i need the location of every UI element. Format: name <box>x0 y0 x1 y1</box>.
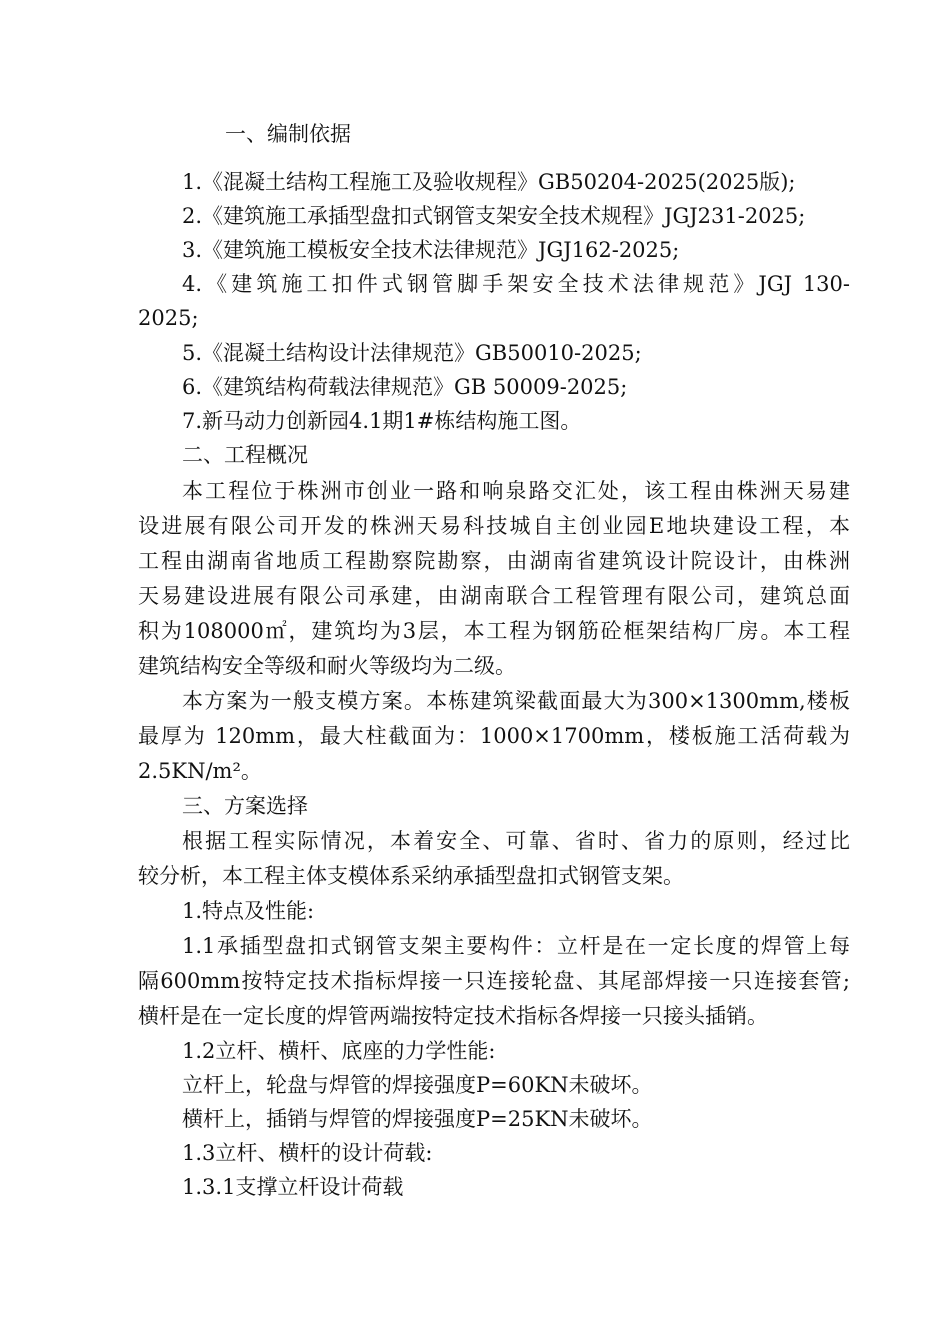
overview-para2-line3: 2.5KN/m²。 <box>138 759 262 783</box>
section-heading-overview: 二、工程概况 <box>182 443 308 467</box>
selection-sub12-line2: 横杆上，插销与焊管的焊接强度P=25KN未破坏。 <box>182 1107 653 1131</box>
selection-sub131: 1.3.1支撑立杆设计荷载 <box>182 1175 404 1199</box>
section-heading-basis: 一、编制依据 <box>225 122 351 146</box>
basis-item-1: 1.《混凝土结构工程施工及验收规程》GB50204-2025(2025版); <box>182 170 796 194</box>
overview-para2-line2: 最厚为 120mm，最大柱截面为：1000×1700mm，楼板施工活荷载为 <box>138 724 850 748</box>
basis-item-3: 3.《建筑施工模板安全技术法律规范》JGJ162-2025; <box>182 238 680 262</box>
overview-para1-line2: 设进展有限公司开发的株洲天易科技城自主创业园E地块建设工程，本 <box>138 514 850 538</box>
overview-para1-line6: 建筑结构安全等级和耐火等级均为二级。 <box>138 654 516 678</box>
basis-item-4: 4.《建筑施工扣件式钢管脚手架安全技术法律规范》JGJ 130- <box>182 272 850 296</box>
overview-para1-line5: 积为108000㎡，建筑均为3层，本工程为钢筋砼框架结构厂房。本工程 <box>138 619 850 643</box>
basis-item-2: 2.《建筑施工承插型盘扣式钢管支架安全技术规程》JGJ231-2025; <box>182 204 806 228</box>
basis-item-5: 5.《混凝土结构设计法律规范》GB50010-2025; <box>182 341 642 365</box>
overview-para1-line4: 天易建设进展有限公司承建，由湖南联合工程管理有限公司，建筑总面 <box>138 584 850 608</box>
selection-sub11-line1: 1.1承插型盘扣式钢管支架主要构件：立杆是在一定长度的焊管上每 <box>182 934 850 958</box>
selection-para1-line1: 根据工程实际情况，本着安全、可靠、省时、省力的原则，经过比 <box>182 829 850 853</box>
selection-para1-line2: 较分析，本工程主体支模体系采纳承插型盘扣式钢管支架。 <box>138 864 684 888</box>
selection-sub11-line3: 横杆是在一定长度的焊管两端按特定技术指标各焊接一只接头插销。 <box>138 1004 768 1028</box>
selection-sub1: 1.特点及性能: <box>182 899 315 923</box>
selection-sub11-line2: 隔600mm按特定技术指标焊接一只连接轮盘、其尾部焊接一只连接套管; <box>138 969 850 993</box>
overview-para2-line1: 本方案为一般支模方案。本栋建筑梁截面最大为300×1300mm,楼板 <box>182 689 850 713</box>
basis-item-4-cont: 2025; <box>138 306 199 330</box>
basis-item-6: 6.《建筑结构荷载法律规范》GB 50009-2025; <box>182 375 628 399</box>
overview-para1-line1: 本工程位于株洲市创业一路和响泉路交汇处，该工程由株洲天易建 <box>182 479 850 503</box>
section-heading-selection: 三、方案选择 <box>182 794 308 818</box>
selection-sub12: 1.2立杆、横杆、底座的力学性能: <box>182 1039 496 1063</box>
overview-para1-line3: 工程由湖南省地质工程勘察院勘察，由湖南省建筑设计院设计，由株洲 <box>138 549 850 573</box>
selection-sub12-line1: 立杆上，轮盘与焊管的焊接强度P=60KN未破坏。 <box>182 1073 653 1097</box>
selection-sub13: 1.3立杆、横杆的设计荷载: <box>182 1141 433 1165</box>
basis-item-7: 7.新马动力创新园4.1期1#栋结构施工图。 <box>182 409 582 433</box>
